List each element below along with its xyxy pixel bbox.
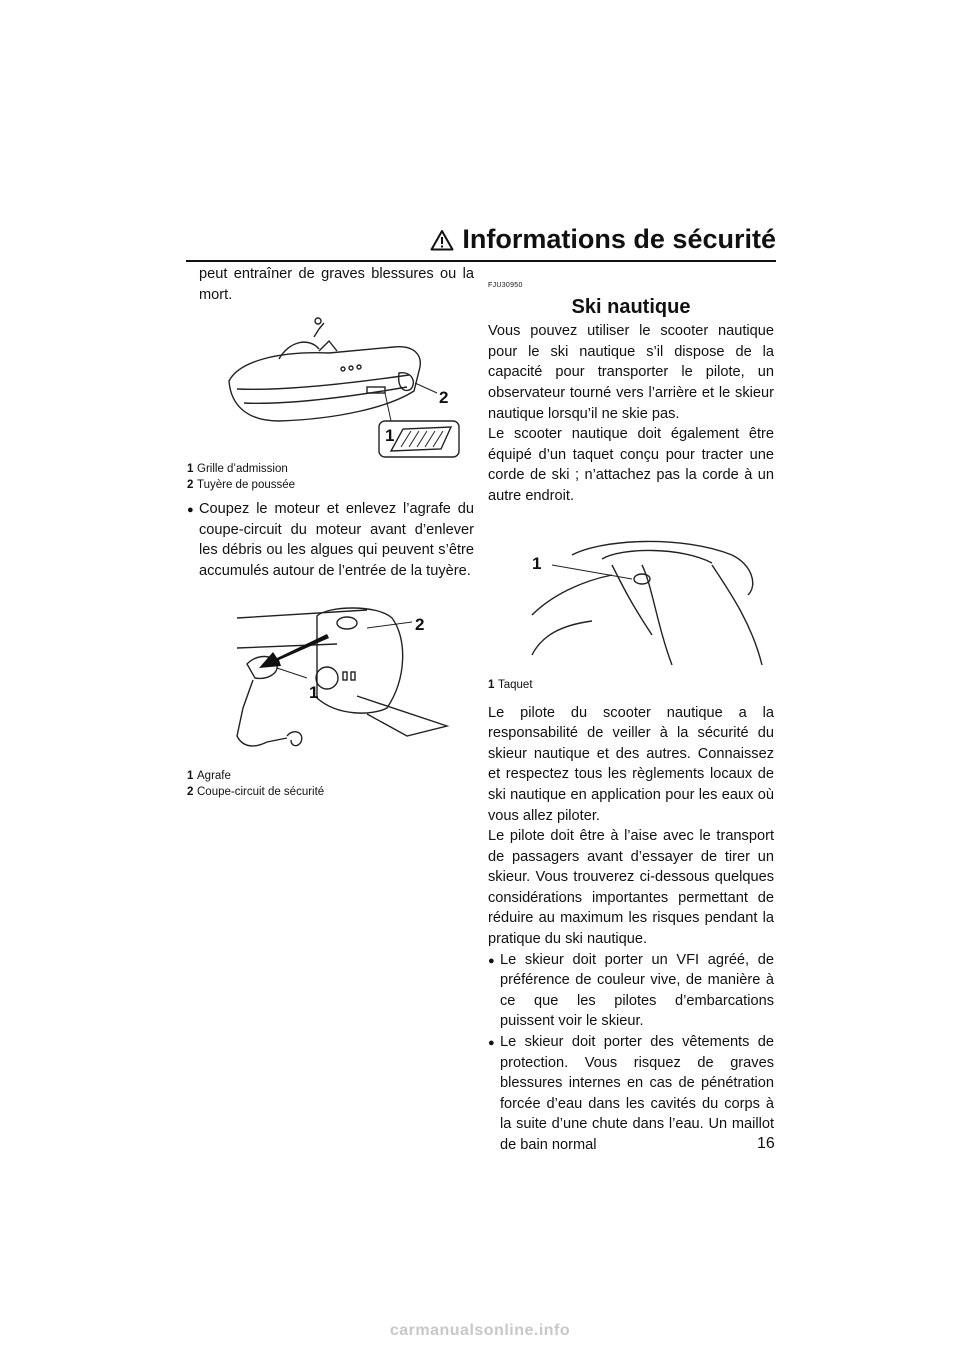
header-title-wrap (430, 224, 776, 255)
section-code: FJU30950 (488, 282, 523, 289)
section-title: Ski nautique (571, 295, 691, 318)
callout-2: 2 (439, 388, 449, 408)
legend-text: Agrafe (197, 769, 231, 782)
legend-text: Grille d’admission (197, 463, 288, 476)
bullet-text: Coupez le moteur et enlevez l’agrafe du coupe-circuit du moteur avant d’enlever les débris ou les algues qui peuvent s’être accumulés autour de l’entrée de la tuyère. (199, 501, 474, 579)
legend-num: 1 (488, 678, 495, 691)
bullet-icon: ● (488, 954, 495, 967)
left-column (187, 264, 474, 800)
callout-1: 1 (309, 682, 319, 702)
bullet-text: Le skieur doit porter un VFI agréé, de préférence de couleur vive, de manière à ce que les pilotes d’embarcations puissent voir le skieur. (500, 951, 774, 1030)
legend-item (187, 461, 474, 477)
figure2-legend (187, 768, 474, 800)
bullet-item (187, 499, 474, 581)
legend-text: Taquet (498, 678, 533, 691)
right-column (488, 276, 774, 1156)
legend-text: Coupe-circuit de sécurité (197, 785, 325, 798)
paragraph: Le pilote du scooter nautique a la responsabilité de veiller à la sécurité du skieur nautique et des autres. Connaissez et respectez tous les règlements locaux de ski nautique en application pour les eaux où vous allez piloter. (488, 704, 774, 824)
intro-text: peut entraîner de graves blessures ou la mort. (199, 266, 474, 303)
bullet-icon: ● (187, 504, 194, 517)
figure-cutoff (207, 598, 474, 768)
page-number: 16 (757, 1135, 775, 1152)
legend-text: Tuyère de poussée (197, 479, 296, 492)
paragraph: Le pilote doit être à l’aise avec le transport de passagers avant d’essayer de tirer un skieur. Vous trouverez ci-dessous quelques considérations importantes permettant de réduire au maximum les risques pendant la pratique du ski nautique. (488, 828, 774, 948)
bullet-item (488, 1032, 774, 1156)
callout-1: 1 (532, 553, 542, 573)
page-header (186, 222, 776, 262)
figure1-legend (187, 461, 474, 493)
legend-item (187, 477, 474, 493)
callout-2: 2 (415, 614, 425, 634)
figure3-legend (488, 677, 774, 693)
legend-num: 1 (187, 463, 194, 476)
warning-triangle-icon (430, 229, 454, 251)
bullet-icon: ● (488, 1037, 495, 1050)
page-title: Informations de sécurité (462, 224, 776, 254)
cutoff-switch-illustration (207, 598, 457, 768)
legend-item (187, 784, 474, 800)
legend-num: 2 (187, 479, 194, 492)
legend-num: 1 (187, 769, 194, 782)
jetski-illustration (219, 311, 469, 459)
legend-item (488, 677, 774, 693)
watermark: carmanualsonline.info (389, 1322, 571, 1339)
callout-1: 1 (385, 426, 395, 446)
cleat-illustration (512, 525, 774, 675)
bullet-item (488, 950, 774, 1032)
figure-jetski (219, 311, 474, 459)
paragraph: Le scooter nautique doit également être équipé d’un taquet conçu pour tracter une corde de ski ; n’attachez pas la corde à un autre endroit. (488, 426, 774, 504)
figure-cleat (512, 525, 774, 675)
legend-num: 2 (187, 785, 194, 798)
paragraph: Vous pouvez utiliser le scooter nautique pour le ski nautique s’il dispose de la capacité pour transporter le pilote, un observateur tourné vers l’arrière et le skieur nautique lorsqu’il ne skie pas. (488, 323, 774, 422)
bullet-text: Le skieur doit porter des vêtements de protection. Vous risquez de graves blessures internes en cas de pénétration forcée d’eau dans les cavités du corps à la suite d’une chute dans l’eau. Un maillot de bain normal (500, 1034, 774, 1153)
legend-item (187, 768, 474, 784)
